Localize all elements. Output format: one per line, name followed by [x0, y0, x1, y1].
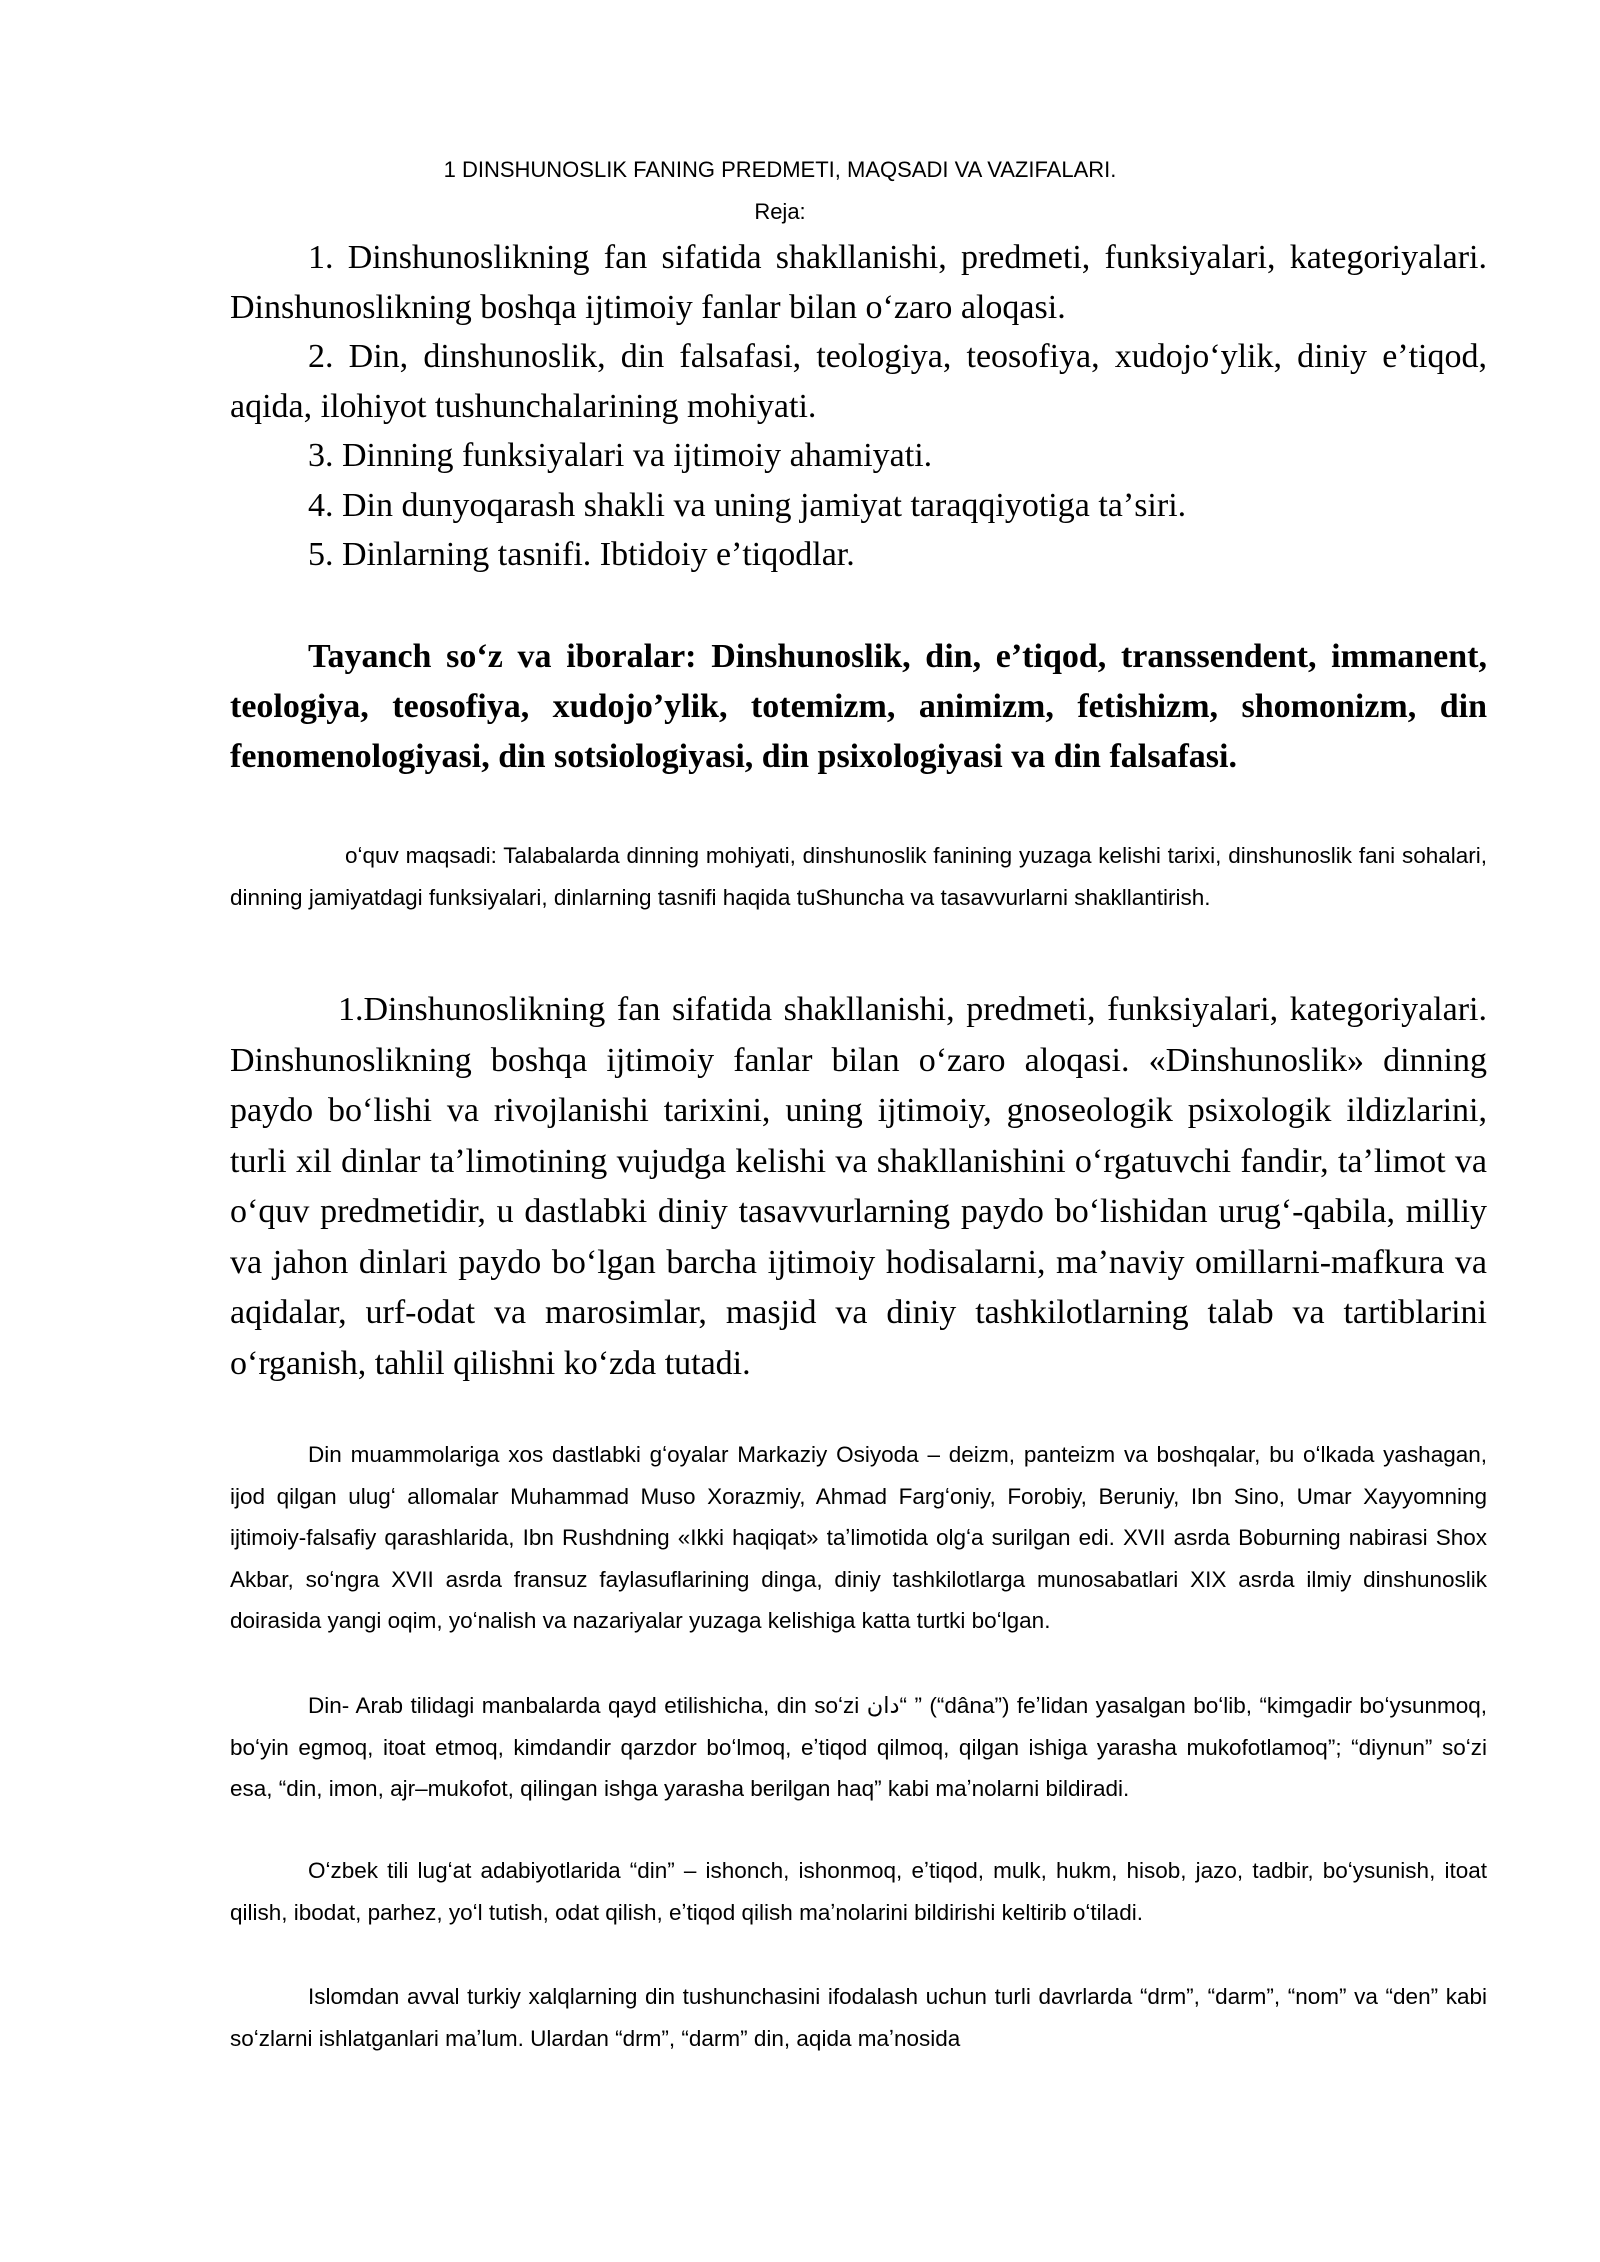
body-paragraph: Islomdan avval turkiy xalqlarning din tushunchasini ifodalash uchun turli davrlarda “drm”, “darm”, “nom” va “den” kabi soʻzlarni ishlatganlari maʼlum. Ulardan “drm”, “darm” din, aqida maʼnosida	[230, 1984, 1487, 2051]
goal-paragraph: oʻquv maqsadi: Talabalarda dinning mohiyati, dinshunoslik fanining yuzaga kelishi tarixi, dinshunoslik fani sohalari, dinning jamiyatdagi funksiyalari, dinlarning tasnifi haqida tuShuncha va tasavvurlarni shakllantirish.	[230, 843, 1487, 910]
plan-list	[230, 233, 1487, 580]
body-paragraph: Din- Arab tilidagi manbalarda qayd etilishicha, din soʻzi دان“ ” (“dâna”) feʼlidan yasalgan boʻlib, “kimgadir boʻysunmoq, boʻyin egmoq, itoat etmoq, kimdandir qarzdor boʻlmoq, eʼtiqod qilmoq, qilgan ishiga yarasha mukofotlamoq”; “diynun” soʻzi esa, “din, imon, ajr–mukofot, qilingan ishga yarasha berilgan haq” kabi maʼnolarni bildiradi.	[230, 1693, 1487, 1801]
plan-heading: Reja:	[754, 199, 806, 224]
body-paragraph: Oʻzbek tili lugʻat adabiyotlarida “din” – ishonch, ishonmoq, eʼtiqod, mulk, hukm, hisob, jazo, tadbir, boʻysunish, itoat qilish, ibodat, parhez, yoʻl tutish, odat qilish, eʼtiqod qilish maʼnolarini bildirishi keltirib oʻtiladi.	[230, 1858, 1487, 1925]
keywords-paragraph: Tayanch soʻz va iboralar: Dinshunoslik, din, eʼtiqod, transsendent, immanent, teologiya, teosofiya, xudojoʼylik, totemizm, animizm, fetishizm, shomonizm, din fenomenologiyasi, din sotsiologiyasi, din psixologiyasi va din falsafasi.	[230, 638, 1487, 775]
plan-item: 5. Dinlarning tasnifi. Ibtidoiy eʼtiqodlar.	[308, 536, 855, 573]
plan-item: 4. Din dunyoqarash shakli va uning jamiyat taraqqiyotiga taʼsiri.	[308, 486, 1187, 524]
section-1-paragraph: 1.Dinshunoslikning fan sifatida shakllanishi, predmeti, funksiyalari, kategoriyalari. Dinshunoslikning boshqa ijtimoiy fanlar bilan oʻzaro aloqasi. «Dinshunoslik» dinning paydo boʻlishi va rivojlanishi tarixini, uning ijtimoiy, gnoseologik psixologik ildizlarini, turli xil dinlar taʼlimotining vujudga kelishi va shakllanishini oʻrgatuvchi fandir, taʼlimot va oʻquv predmetidir, u dastlabki diniy tasavvurlarning paydo boʻlishidan urugʻ-qabila, milliy va jahon dinlari paydo boʻlgan barcha ijtimoiy hodisalarni, maʼnaviy omillarni-mafkura va aqidalar, urf-odat va marosimlar, masjid va diniy tashkilotlarning talab va tartiblarini oʻrganish, tahlil qilishni koʻzda tutadi.	[230, 991, 1487, 1382]
plan-item: 3. Dinning funksiyalari va ijtimoiy ahamiyati.	[308, 437, 933, 474]
document-title: 1 DINSHUNOSLIK FANING PREDMETI, MAQSADI VA VAZIFALARI.	[443, 157, 1117, 182]
plan-item: 2. Din, dinshunoslik, din falsafasi, teologiya, teosofiya, xudojoʻylik, diniy eʼtiqod, aqida, ilohiyot tushunchalarining mohiyati.	[230, 338, 1487, 425]
body-paragraph: Din muammolariga xos dastlabki gʻoyalar Markaziy Osiyoda – deizm, panteizm va boshqalar, bu oʻlkada yashagan, ijod qilgan ulugʻ allomalar Muhammad Muso Xorazmiy, Ahmad Fargʻoniy, Forobiy, Beruniy, Ibn Sino, Umar Xayyomning ijtimoiy-falsafiy qarashlarida, Ibn Rushdning «Ikki haqiqat» taʼlimotida olgʻa surilgan edi. XVII asrda Boburning nabirasi Shox Akbar, soʻngra XVII asrda fransuz faylasuflarining dinga, diniy tashkilotlarga munosabatlari XIX asrda ilmiy dinshunoslik doirasida yangi oqim, yoʻnalish va nazariyalar yuzaga kelishiga katta turtki boʻlgan.	[230, 1442, 1487, 1633]
plan-item: 1. Dinshunoslikning fan sifatida shakllanishi, predmeti, funksiyalari, kategoriyalari. Dinshunoslikning boshqa ijtimoiy fanlar bilan oʻzaro aloqasi.	[230, 239, 1487, 326]
